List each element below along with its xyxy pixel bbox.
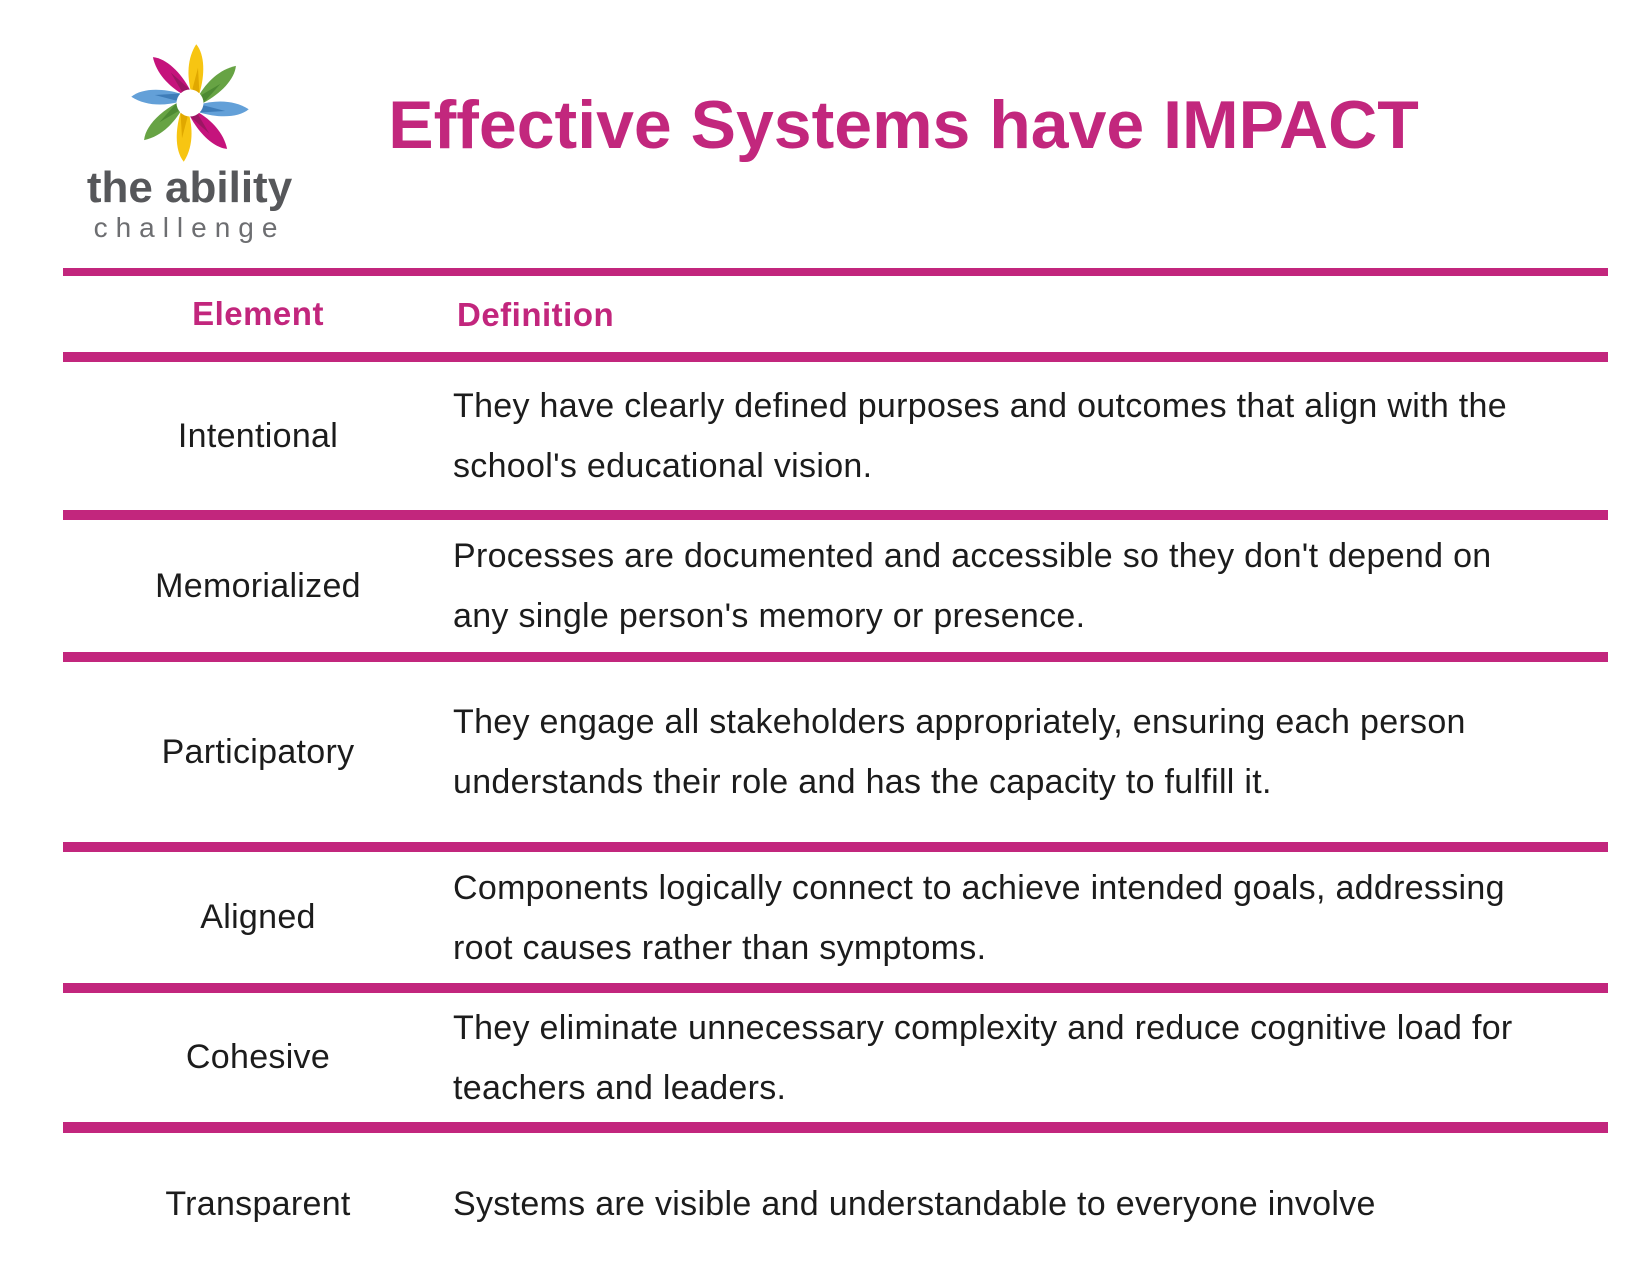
element-cell: Aligned (200, 898, 316, 936)
table-row (63, 993, 1608, 1122)
divider-row (63, 842, 1608, 852)
table-row (63, 520, 1608, 652)
definition-cell (453, 662, 1608, 842)
table-row (63, 362, 1608, 510)
table-row (63, 852, 1608, 983)
logo-text-secondary: challenge (93, 212, 286, 243)
element-cell: Intentional (177, 416, 339, 455)
element-cell: Cohesive (185, 1038, 331, 1076)
table-header-row (63, 276, 1608, 352)
divider-header (63, 352, 1608, 362)
divider-row (63, 983, 1608, 993)
pinwheel-flower-icon (127, 40, 253, 166)
definition-cell (453, 852, 1608, 983)
definition-cell (453, 993, 1608, 1122)
divider-row (63, 510, 1608, 520)
definition-text: They engage all stakeholders appropriately, ensuring each person understands their role and has the capacity to fulfill it. (453, 703, 1466, 801)
divider-top (63, 268, 1608, 276)
definition-cell (453, 520, 1608, 652)
page-title: Effective Systems have IMPACT (388, 87, 1419, 163)
element-cell: Transparent (165, 1184, 351, 1223)
definition-text: Components logically connect to achieve intended goals, addressing root causes rather than symptoms. (453, 868, 1505, 967)
divider-row (63, 1122, 1608, 1133)
definition-cell (453, 1133, 1608, 1275)
column-header-element: Element (192, 295, 324, 332)
divider-row (63, 652, 1608, 662)
definition-text: Processes are documented and accessible so they don't depend on any single person's memory or presence. (453, 537, 1492, 635)
element-cell: Participatory (161, 732, 355, 771)
table-row (63, 662, 1608, 842)
definition-text: They have clearly defined purposes and outcomes that align with the school's educational vision. (453, 387, 1507, 485)
definition-cell (453, 362, 1608, 510)
definition-text: Systems are visible and understandable to everyone involve (453, 1185, 1376, 1223)
column-header-definition-label: Definition (457, 295, 615, 333)
page-header (0, 0, 1650, 268)
table-row (63, 1133, 1608, 1275)
title-area (307, 0, 1500, 268)
logo (72, 40, 307, 244)
column-header-definition (453, 276, 1608, 352)
logo-text-primary: the ability (86, 163, 293, 212)
definition-text: They eliminate unnecessary complexity and reduce cognitive load for teachers and leaders. (453, 1008, 1513, 1107)
element-cell: Memorialized (155, 566, 361, 605)
